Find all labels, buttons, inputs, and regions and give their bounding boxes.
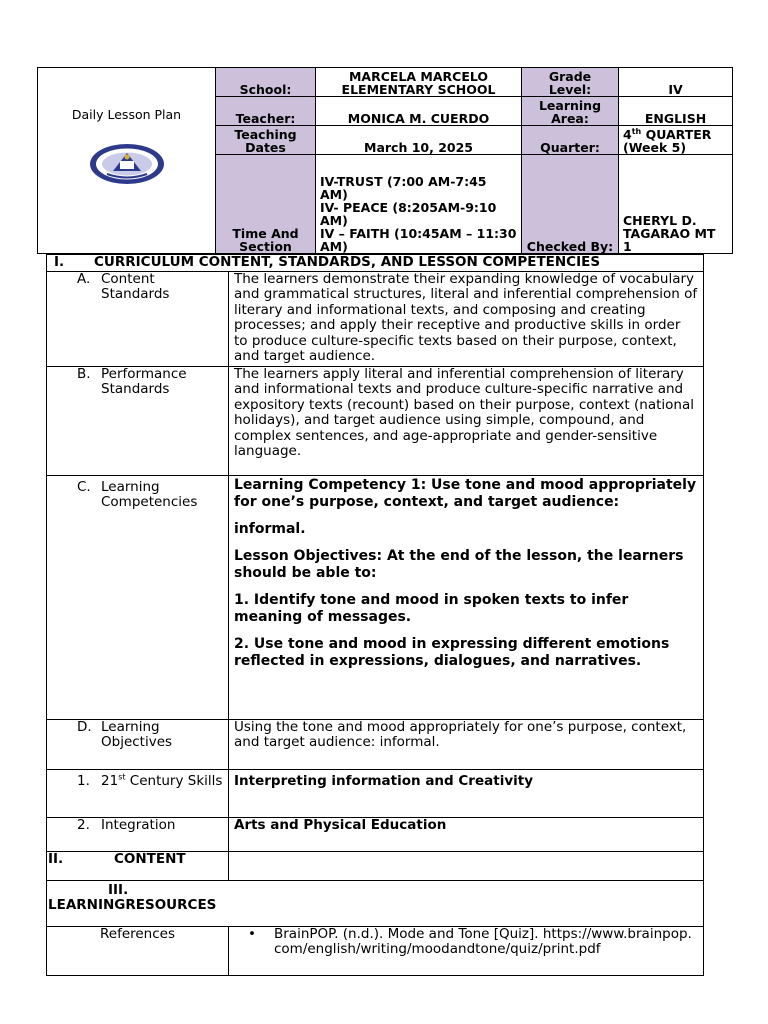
- table-row: [47, 880, 704, 926]
- teacher-label: Teacher:: [216, 97, 316, 126]
- integration-text: Arts and Physical Education: [229, 817, 704, 851]
- century-skills-text: Interpreting information and Creativity: [229, 769, 704, 817]
- learning-objectives-label: D. Learning Objectives: [47, 719, 229, 769]
- performance-standards-text: The learners apply literal and inferential comprehension of literary and informational texts and produce culture-specific narrative and expository texts (recount) based on their purpose, context (national holidays), and target audience using simple, compound, and complex sentences, and age-appropriate and gender-sensitive language.: [229, 366, 704, 475]
- table-row: [47, 851, 704, 880]
- quarter-label: Quarter:: [522, 126, 619, 155]
- content-standards-label: A. Content Standards: [47, 271, 229, 366]
- teacher-value: MONICA M. CUERDO: [316, 97, 522, 126]
- header-title-cell: [38, 68, 216, 254]
- quarter-value: 4th QUARTER (Week 5): [619, 126, 733, 155]
- table-row: [47, 271, 704, 366]
- table-row: [47, 475, 704, 719]
- time-section-label: Time And Section: [216, 155, 316, 254]
- checked-by-value: CHERYL D. TAGARAO MT 1: [619, 155, 733, 254]
- performance-standards-label: B. Performance Standards: [47, 366, 229, 475]
- integration-label: 2. Integration: [47, 817, 229, 851]
- bullet-icon: •: [248, 925, 256, 942]
- table-row: [47, 366, 704, 475]
- objective-2-text: 2. Use tone and mood in expressing different emotions reflected in expressions, dialogues, and narratives.: [234, 635, 670, 669]
- header-table: [37, 67, 733, 254]
- grade-value: IV: [619, 68, 733, 97]
- table-row: [47, 817, 704, 851]
- teaching-dates-value: March 10, 2025: [316, 126, 522, 155]
- section-1-heading: I. CURRICULUM CONTENT, STANDARDS, AND LESSON COMPETENCIES: [47, 255, 704, 272]
- content-standards-text: The learners demonstrate their expanding knowledge of vocabulary and grammatical structures, literal and inferential comprehension of literary and informational texts, and composing and creating processes; and apply their receptive and productive skills in order to produce culture-specific texts based on their purpose, context, and target audience.: [229, 271, 704, 366]
- objective-1-text: 1. Identify tone and mood in spoken texts to infer meaning of messages.: [234, 591, 629, 625]
- references-list: [229, 926, 704, 975]
- list-item: [234, 927, 698, 958]
- deped-seal-icon: [89, 143, 165, 185]
- table-row: [47, 769, 704, 817]
- teaching-dates-label: Teaching Dates: [216, 126, 316, 155]
- lesson-table: [46, 254, 704, 976]
- grade-label: Grade Level:: [522, 68, 619, 97]
- school-value: MARCELA MARCELO ELEMENTARY SCHOOL: [316, 68, 522, 97]
- informal-text: informal.: [234, 520, 306, 537]
- time-section-value: IV-TRUST (7:00 AM-7:45 AM) IV- PEACE (8:205AM-9:10 AM) IV – FAITH (10:45AM – 11:30 AM): [316, 155, 522, 254]
- lesson-objectives-text: Lesson Objectives: At the end of the lesson, the learners should be able to:: [234, 547, 684, 581]
- learning-area-label: Learning Area:: [522, 97, 619, 126]
- learning-area-value: ENGLISH: [619, 97, 733, 126]
- document-title: Daily Lesson Plan: [71, 107, 182, 122]
- reference-text: BrainPOP. (n.d.). Mode and Tone [Quiz]. https://www.brainpop.com/english/writing/moodandtone/quiz/print.pdf: [274, 925, 692, 957]
- learning-competencies-text: [229, 475, 704, 719]
- references-label: References: [47, 926, 229, 975]
- competency-text: Learning Competency 1: Use tone and mood appropriately for one’s purpose, context, and target audience:: [234, 476, 697, 510]
- section-2-heading: II. CONTENT: [47, 851, 229, 880]
- checked-by-label: Checked By:: [522, 155, 619, 254]
- section-3-heading: III. LEARNINGRESOURCES: [47, 880, 704, 926]
- table-row: [47, 719, 704, 769]
- table-row: [47, 926, 704, 975]
- school-label: School:: [216, 68, 316, 97]
- content-value: [229, 851, 704, 880]
- century-skills-label: 1. 21st Century Skills: [47, 769, 229, 817]
- learning-objectives-text: Using the tone and mood appropriately for one’s purpose, context, and target audience: informal.: [229, 719, 704, 769]
- learning-competencies-label: C. Learning Competencies: [47, 475, 229, 719]
